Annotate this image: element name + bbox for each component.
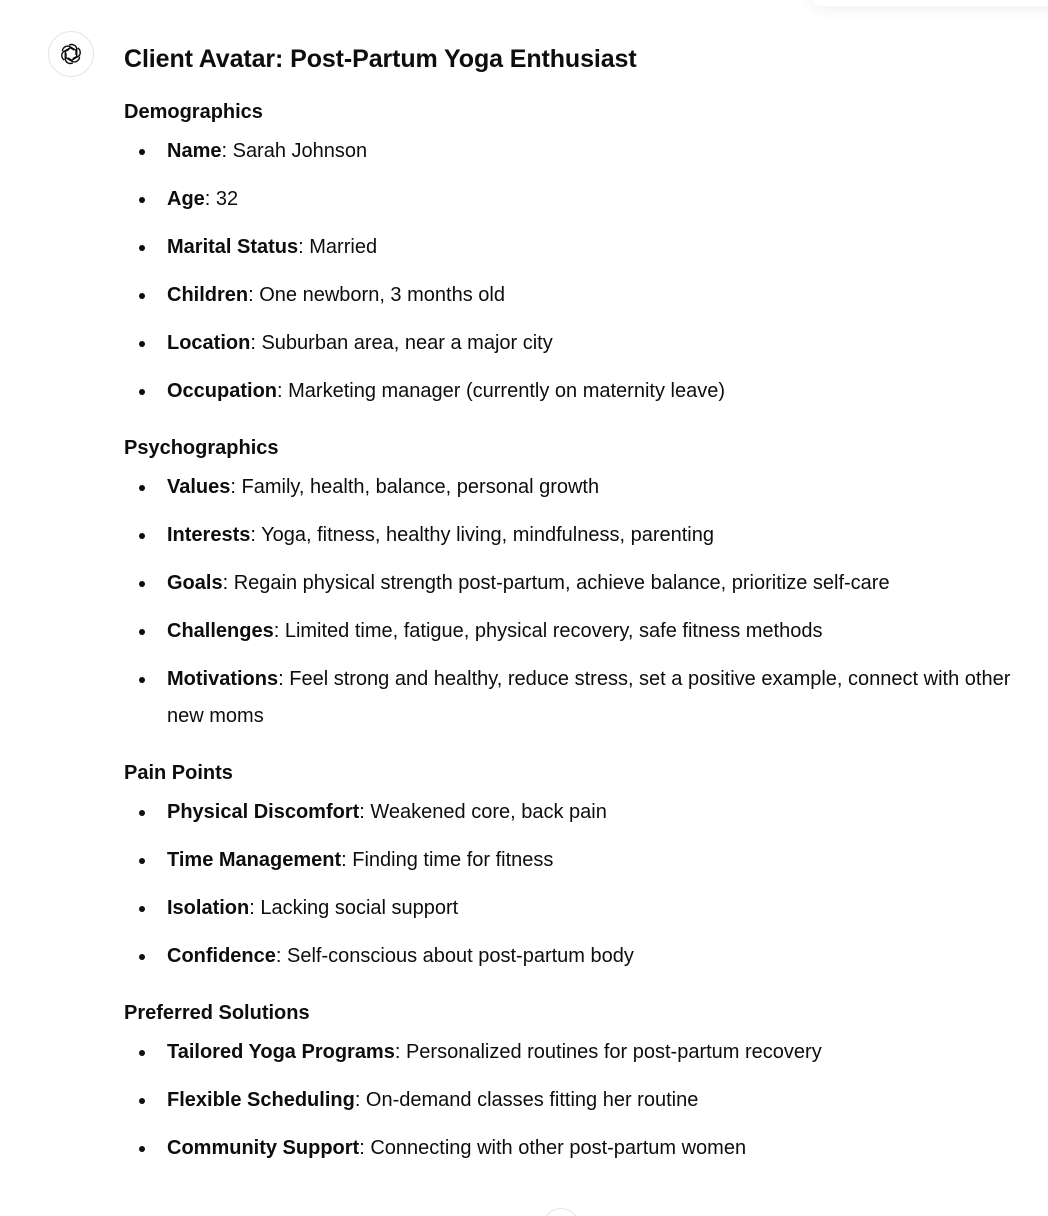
list-item [124,842,1034,879]
item-label: Name [167,140,222,162]
item-value: : Lacking social support [249,897,459,919]
item-value: : Personalized routines for post-partum recovery [394,1041,822,1063]
item-value: : Married [298,236,378,258]
item-value: : Regain physical strength post-partum, achieve balance, prioritize self-care [222,572,890,594]
item-value: : Self-conscious about post-partum body [275,945,634,967]
section-heading-pain-points: Pain Points [124,762,233,784]
list-item [124,373,1034,410]
list-item [124,277,1034,314]
item-value: : Family, health, balance, personal growth [230,476,600,498]
list-item [124,1082,1034,1119]
assistant-avatar [48,31,94,77]
psychographics-list [124,469,1034,735]
item-label: Marital Status [167,236,299,258]
list-item [124,469,1034,506]
list-item [124,565,1034,602]
item-value: : Marketing manager (currently on maternity leave) [277,380,725,402]
list-item [124,229,1034,266]
list-item [124,661,1034,735]
item-value: : Yoga, fitness, healthy living, mindfulness, parenting [250,524,714,546]
item-label: Community Support [167,1137,360,1159]
list-item [124,1130,1034,1167]
list-item [124,517,1034,554]
item-label: Children [167,284,249,306]
item-value: : Limited time, fatigue, physical recovery, safe fitness methods [273,620,823,642]
list-item [124,1034,1034,1071]
item-label: Values [167,476,231,498]
message-title: Client Avatar: Post-Partum Yoga Enthusiast [124,45,637,73]
section-heading-demographics: Demographics [124,101,263,123]
item-label: Flexible Scheduling [167,1089,355,1111]
item-label: Isolation [167,897,250,919]
section-heading-preferred-solutions: Preferred Solutions [124,1002,310,1024]
section-heading-psychographics: Psychographics [124,437,279,459]
item-label: Occupation [167,380,278,402]
pain-points-list [124,794,1034,975]
item-value: : Weakened core, back pain [359,801,607,823]
item-label: Time Management [167,849,342,871]
item-label: Motivations [167,668,279,690]
openai-logo-icon [58,41,84,67]
item-value: : Finding time for fitness [341,849,554,871]
item-value: : Feel strong and healthy, reduce stress, set a positive example, connect with other new moms [167,668,1011,727]
item-label: Tailored Yoga Programs [167,1041,395,1063]
item-value: : Suburban area, near a major city [250,332,553,354]
item-value: : On-demand classes fitting her routine [354,1089,699,1111]
demographics-list [124,133,1034,410]
item-label: Physical Discomfort [167,801,360,823]
item-value: : Connecting with other post-partum women [359,1137,747,1159]
scroll-down-button[interactable] [543,1208,579,1216]
list-item [124,133,1034,170]
list-item [124,325,1034,362]
list-item [124,181,1034,218]
top-bar-edge [810,0,1048,6]
list-item [124,938,1034,975]
assistant-message [124,40,1034,1190]
item-label: Interests [167,524,251,546]
list-item [124,794,1034,831]
item-label: Challenges [167,620,274,642]
item-label: Age [167,188,205,210]
item-value: : One newborn, 3 months old [248,284,505,306]
item-value: : 32 [204,188,239,210]
item-value: : Sarah Johnson [221,140,368,162]
item-label: Confidence [167,945,276,967]
list-item [124,890,1034,927]
list-item [124,613,1034,650]
item-label: Location [167,332,251,354]
preferred-solutions-list [124,1034,1034,1167]
item-label: Goals [167,572,223,594]
